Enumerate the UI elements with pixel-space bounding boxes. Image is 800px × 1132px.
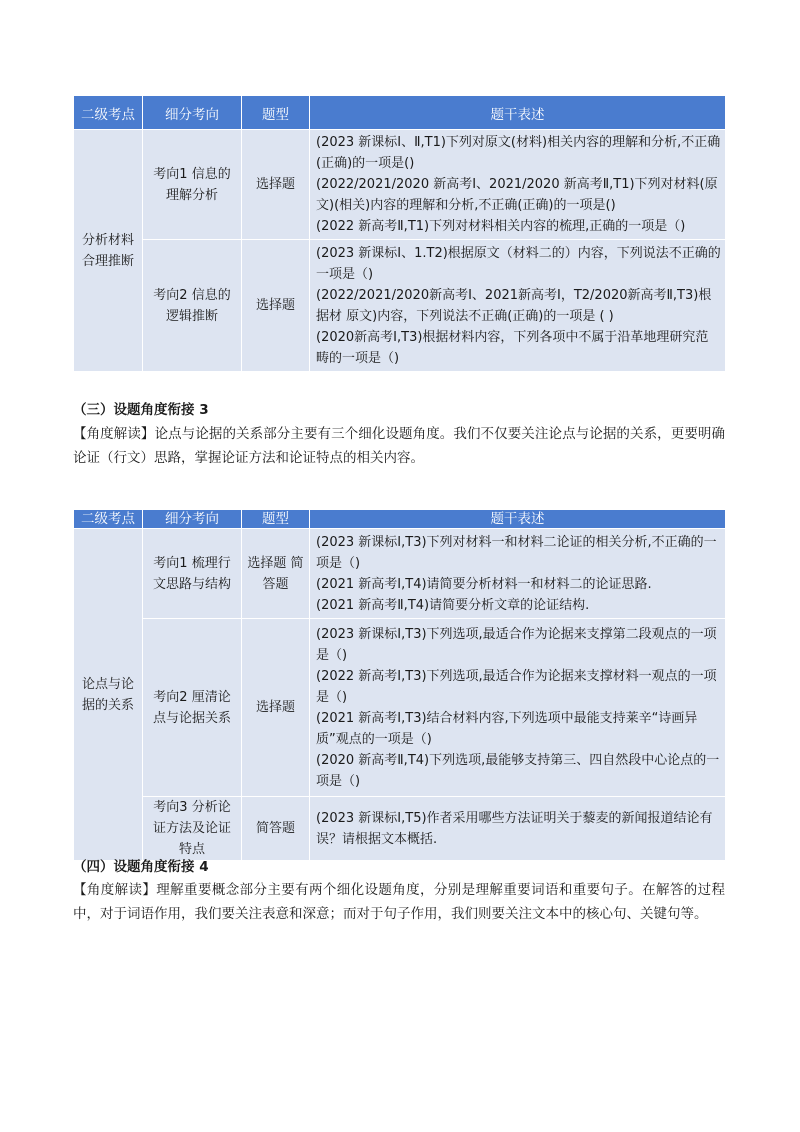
stem-line: (2023 新课标Ⅰ、1.T2)根据原文（材料二的）内容，下列说法不正确的一项是（) [316,245,721,282]
header-question-stem: 题干表述 [310,510,726,529]
type-cell: 选择题 [242,130,310,240]
header-question-type: 题型 [242,510,310,529]
table-1-header-row [74,96,726,130]
direction-cell: 考向3 分析论证方法及论证特点 [143,797,242,861]
stem-line: (2023 新课标Ⅰ,T5)作者采用哪些方法证明关于藜麦的新闻报道结论有误？请根据文本概括. [316,810,713,847]
section-3-paragraph [73,422,725,470]
section-3-label: 【角度解读】 [73,426,155,442]
stem-cell [310,529,726,619]
table-row [74,240,726,372]
table-row [74,529,726,619]
type-cell: 选择题 [242,240,310,372]
stem-cell [310,619,726,797]
stem-line: (2021 新高考Ⅱ,T4)请简要分析文章的论证结构. [316,597,590,613]
stem-cell [310,797,726,861]
direction-cell: 考向1 梳理行文思路与结构 [143,529,242,619]
stem-line: (2021 新高考Ⅰ,T3)结合材料内容,下列选项中最能支持莱辛“诗画异质”观点的一项是（) [316,710,698,747]
section-3-title: （三）设题角度衔接 3 [73,402,209,418]
table-2-header-row [74,510,726,529]
table-2 [73,509,726,861]
header-sub-direction: 细分考向 [143,510,242,529]
stem-line: (2022/2021/2020 新高考Ⅰ、2021/2020 新高考Ⅱ,T1)下列对材料(原文)(相关)内容的理解和分析,不正确(正确)的一项是() [316,177,718,213]
stem-line: (2023 新课标Ⅰ,T3)下列选项,最适合作为论据来支撑第二段观点的一项是（) [316,626,717,663]
category-cell: 论点与论据的关系 [74,529,143,861]
type-cell: 简答题 [242,797,310,861]
section-4-text: 理解重要概念部分主要有两个细化设题角度，分别是理解重要词语和重要句子。在解答的过程中，对于词语作用，我们要关注表意和深意；而对于句子作用，我们则要关注文本中的核心句、关键句等。 [73,882,726,922]
header-secondary-topic: 二级考点 [74,96,143,130]
table-1 [73,95,726,372]
section-4-label: 【角度解读】 [73,882,157,898]
table-row [74,619,726,797]
section-4-title: （四）设题角度衔接 4 [73,859,209,875]
stem-line: (2022 新高考Ⅰ,T3)下列选项,最适合作为论据来支撑材料一观点的一项是（) [316,668,717,705]
header-secondary-topic: 二级考点 [74,510,143,529]
stem-line: (2022/2021/2020新高考Ⅰ、2021新高考Ⅰ，T2/2020新高考Ⅱ,T3)根据材 原文)内容，下列说法不正确(正确)的一项是 ( ) [316,287,712,324]
header-question-type: 题型 [242,96,310,130]
direction-cell: 考向2 厘清论点与论据关系 [143,619,242,797]
stem-line: (2022 新高考Ⅱ,T1)下列对材料相关内容的梳理,正确的一项是（) [316,219,686,234]
type-cell: 选择题 简答题 [242,529,310,619]
stem-cell [310,240,726,372]
direction-cell: 考向2 信息的逻辑推断 [143,240,242,372]
table-row [74,130,726,240]
section-4-paragraph [73,878,725,926]
stem-line: (2020 新高考Ⅱ,T4)下列选项,最能够支持第三、四自然段中心论点的一项是（) [316,752,720,789]
stem-line: (2023 新课标Ⅰ、Ⅱ,T1)下列对原文(材料)相关内容的理解和分析,不正确(正确)的一项是() [316,135,721,171]
direction-cell: 考向1 信息的理解分析 [143,130,242,240]
table-row [74,797,726,861]
category-cell: 分析材料合理推断 [74,130,143,372]
section-3-text: 论点与论据的关系部分主要有三个细化设题角度。我们不仅要关注论点与论据的关系，更要明确论证（行文）思路，掌握论证方法和论证特点的相关内容。 [73,426,726,466]
stem-line: (2020新高考Ⅰ,T3)根据材料内容，下列各项中不属于沿革地理研究范畴的一项是（) [316,329,709,366]
stem-cell [310,130,726,240]
header-question-stem: 题干表述 [310,96,726,130]
header-sub-direction: 细分考向 [143,96,242,130]
stem-line: (2023 新课标Ⅰ,T3)下列对材料一和材料二论证的相关分析,不正确的一项是（) [316,534,717,571]
stem-line: (2021 新高考Ⅰ,T4)请简要分析材料一和材料二的论证思路. [316,576,652,592]
type-cell: 选择题 [242,619,310,797]
